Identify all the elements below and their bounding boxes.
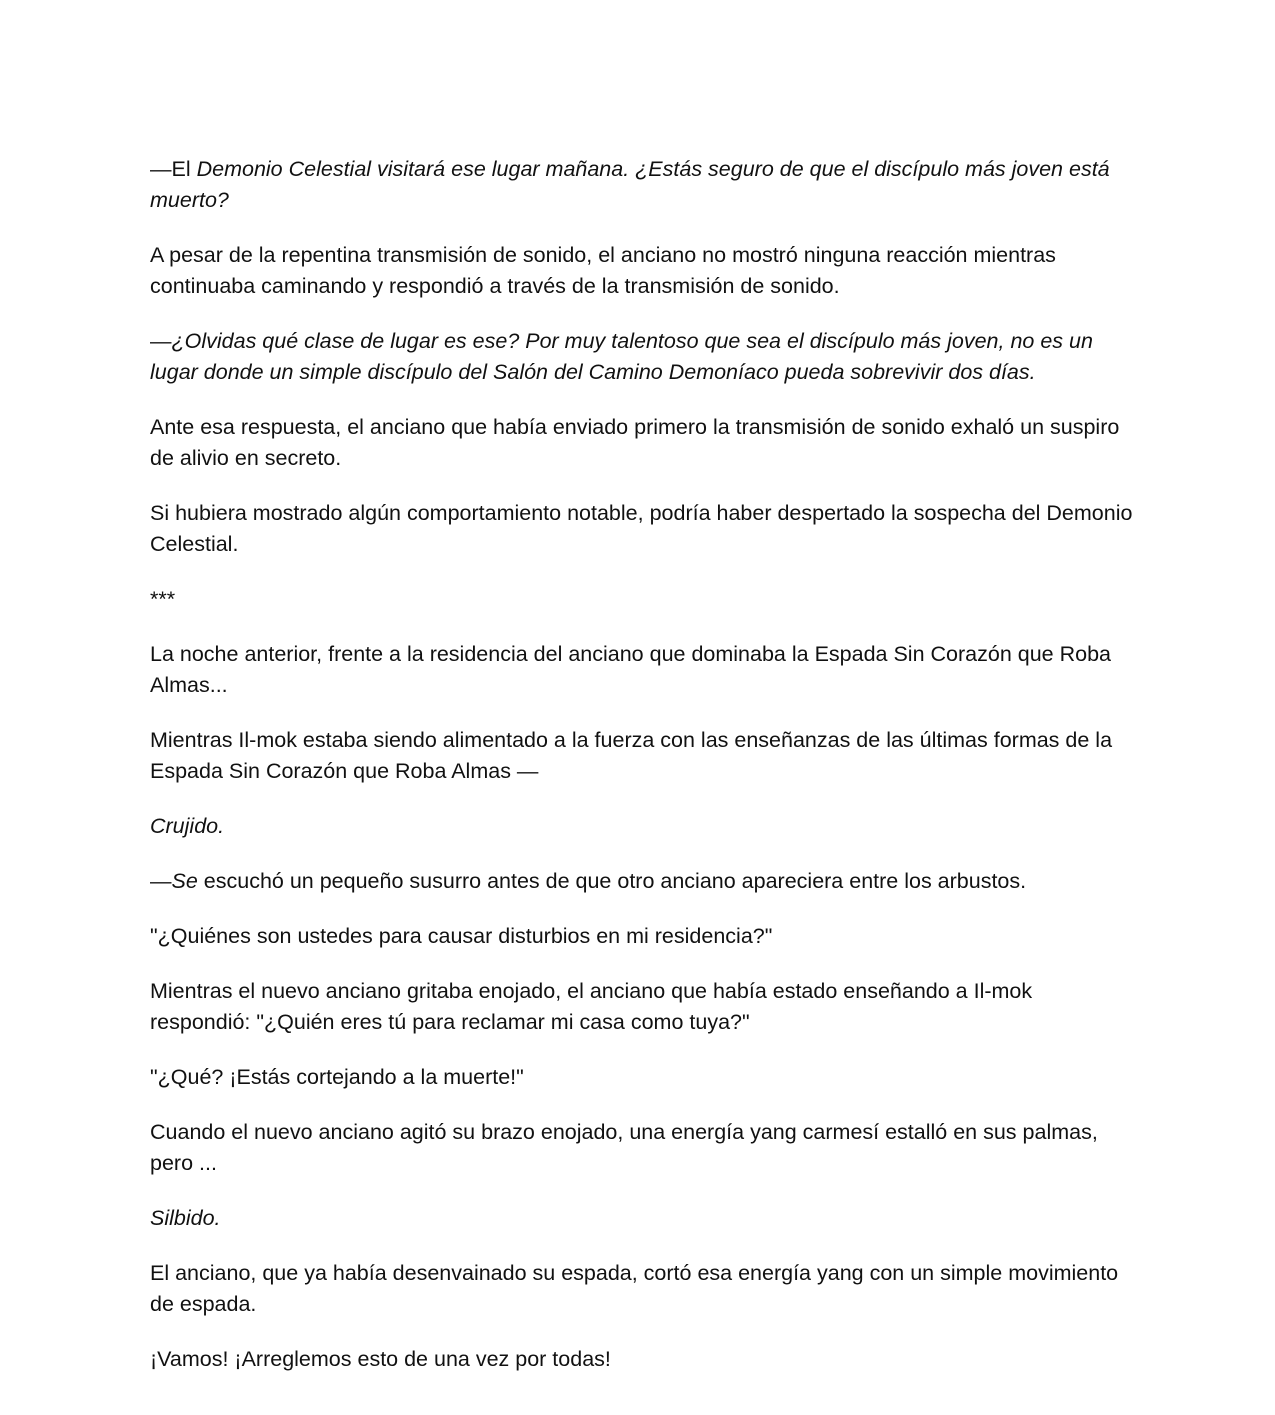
paragraph [150, 976, 1135, 1038]
text-segment: Cuando el nuevo anciano agitó su brazo enojado, una energía yang carmesí estalló en sus palmas, pero ... [150, 1120, 1098, 1175]
italic-text-segment: Se [171, 869, 198, 893]
paragraph [150, 1344, 1135, 1375]
paragraph [150, 639, 1135, 701]
text-segment: La noche anterior, frente a la residencia del anciano que dominaba la Espada Sin Corazón que Roba Almas... [150, 642, 1111, 697]
text-segment: escuchó un pequeño susurro antes de que otro anciano apareciera entre los arbustos. [197, 869, 1027, 893]
text-segment: —El [150, 157, 197, 181]
italic-text-segment: Demonio Celestial visitará ese lugar mañana. ¿Estás seguro de que el discípulo más joven está muerto? [150, 157, 1110, 212]
paragraph [150, 412, 1135, 474]
paragraph [150, 866, 1135, 897]
text-segment: — [150, 869, 172, 893]
text-segment: Si hubiera mostrado algún comportamiento notable, podría haber despertado la sospecha del Demonio Celestial. [150, 501, 1133, 556]
text-segment: "¿Qué? ¡Estás cortejando a la muerte!" [150, 1065, 524, 1089]
paragraph [150, 1258, 1135, 1320]
paragraph [150, 921, 1135, 952]
italic-text-segment: Silbido. [150, 1206, 221, 1230]
document-body [150, 154, 1135, 1399]
text-segment: *** [150, 587, 176, 611]
paragraph [150, 240, 1135, 302]
paragraph [150, 498, 1135, 560]
text-segment: Ante esa respuesta, el anciano que había enviado primero la transmisión de sonido exhaló un suspiro de alivio en secreto. [150, 415, 1120, 470]
text-segment: ¡Vamos! ¡Arreglemos esto de una vez por todas! [150, 1347, 611, 1371]
paragraph [150, 811, 1135, 842]
paragraph [150, 1203, 1135, 1234]
text-segment: Mientras Il-mok estaba siendo alimentado a la fuerza con las enseñanzas de las últimas formas de la Espada Sin Corazón que Roba Almas — [150, 728, 1113, 783]
text-segment: A pesar de la repentina transmisión de sonido, el anciano no mostró ninguna reacción mientras continuaba caminando y respondió a través de la transmisión de sonido. [150, 243, 1056, 298]
italic-text-segment: ¿Olvidas qué clase de lugar es ese? Por muy talentoso que sea el discípulo más joven, no es un lugar donde un simple discípulo del Salón del Camino Demoníaco pueda sobrevivir dos días. [150, 329, 1093, 384]
text-segment: Mientras el nuevo anciano gritaba enojado, el anciano que había estado enseñando a Il-mok respondió: "¿Quién eres tú para reclamar mi casa como tuya?" [150, 979, 1033, 1034]
paragraph [150, 725, 1135, 787]
italic-text-segment: Crujido. [150, 814, 225, 838]
paragraph [150, 584, 1135, 615]
text-segment: — [150, 329, 172, 353]
text-segment: El anciano, que ya había desenvainado su espada, cortó esa energía yang con un simple movimiento de espada. [150, 1261, 1119, 1316]
text-segment: "¿Quiénes son ustedes para causar disturbios en mi residencia?" [150, 924, 773, 948]
paragraph [150, 1062, 1135, 1093]
paragraph [150, 326, 1135, 388]
paragraph [150, 1117, 1135, 1179]
paragraph [150, 154, 1135, 216]
